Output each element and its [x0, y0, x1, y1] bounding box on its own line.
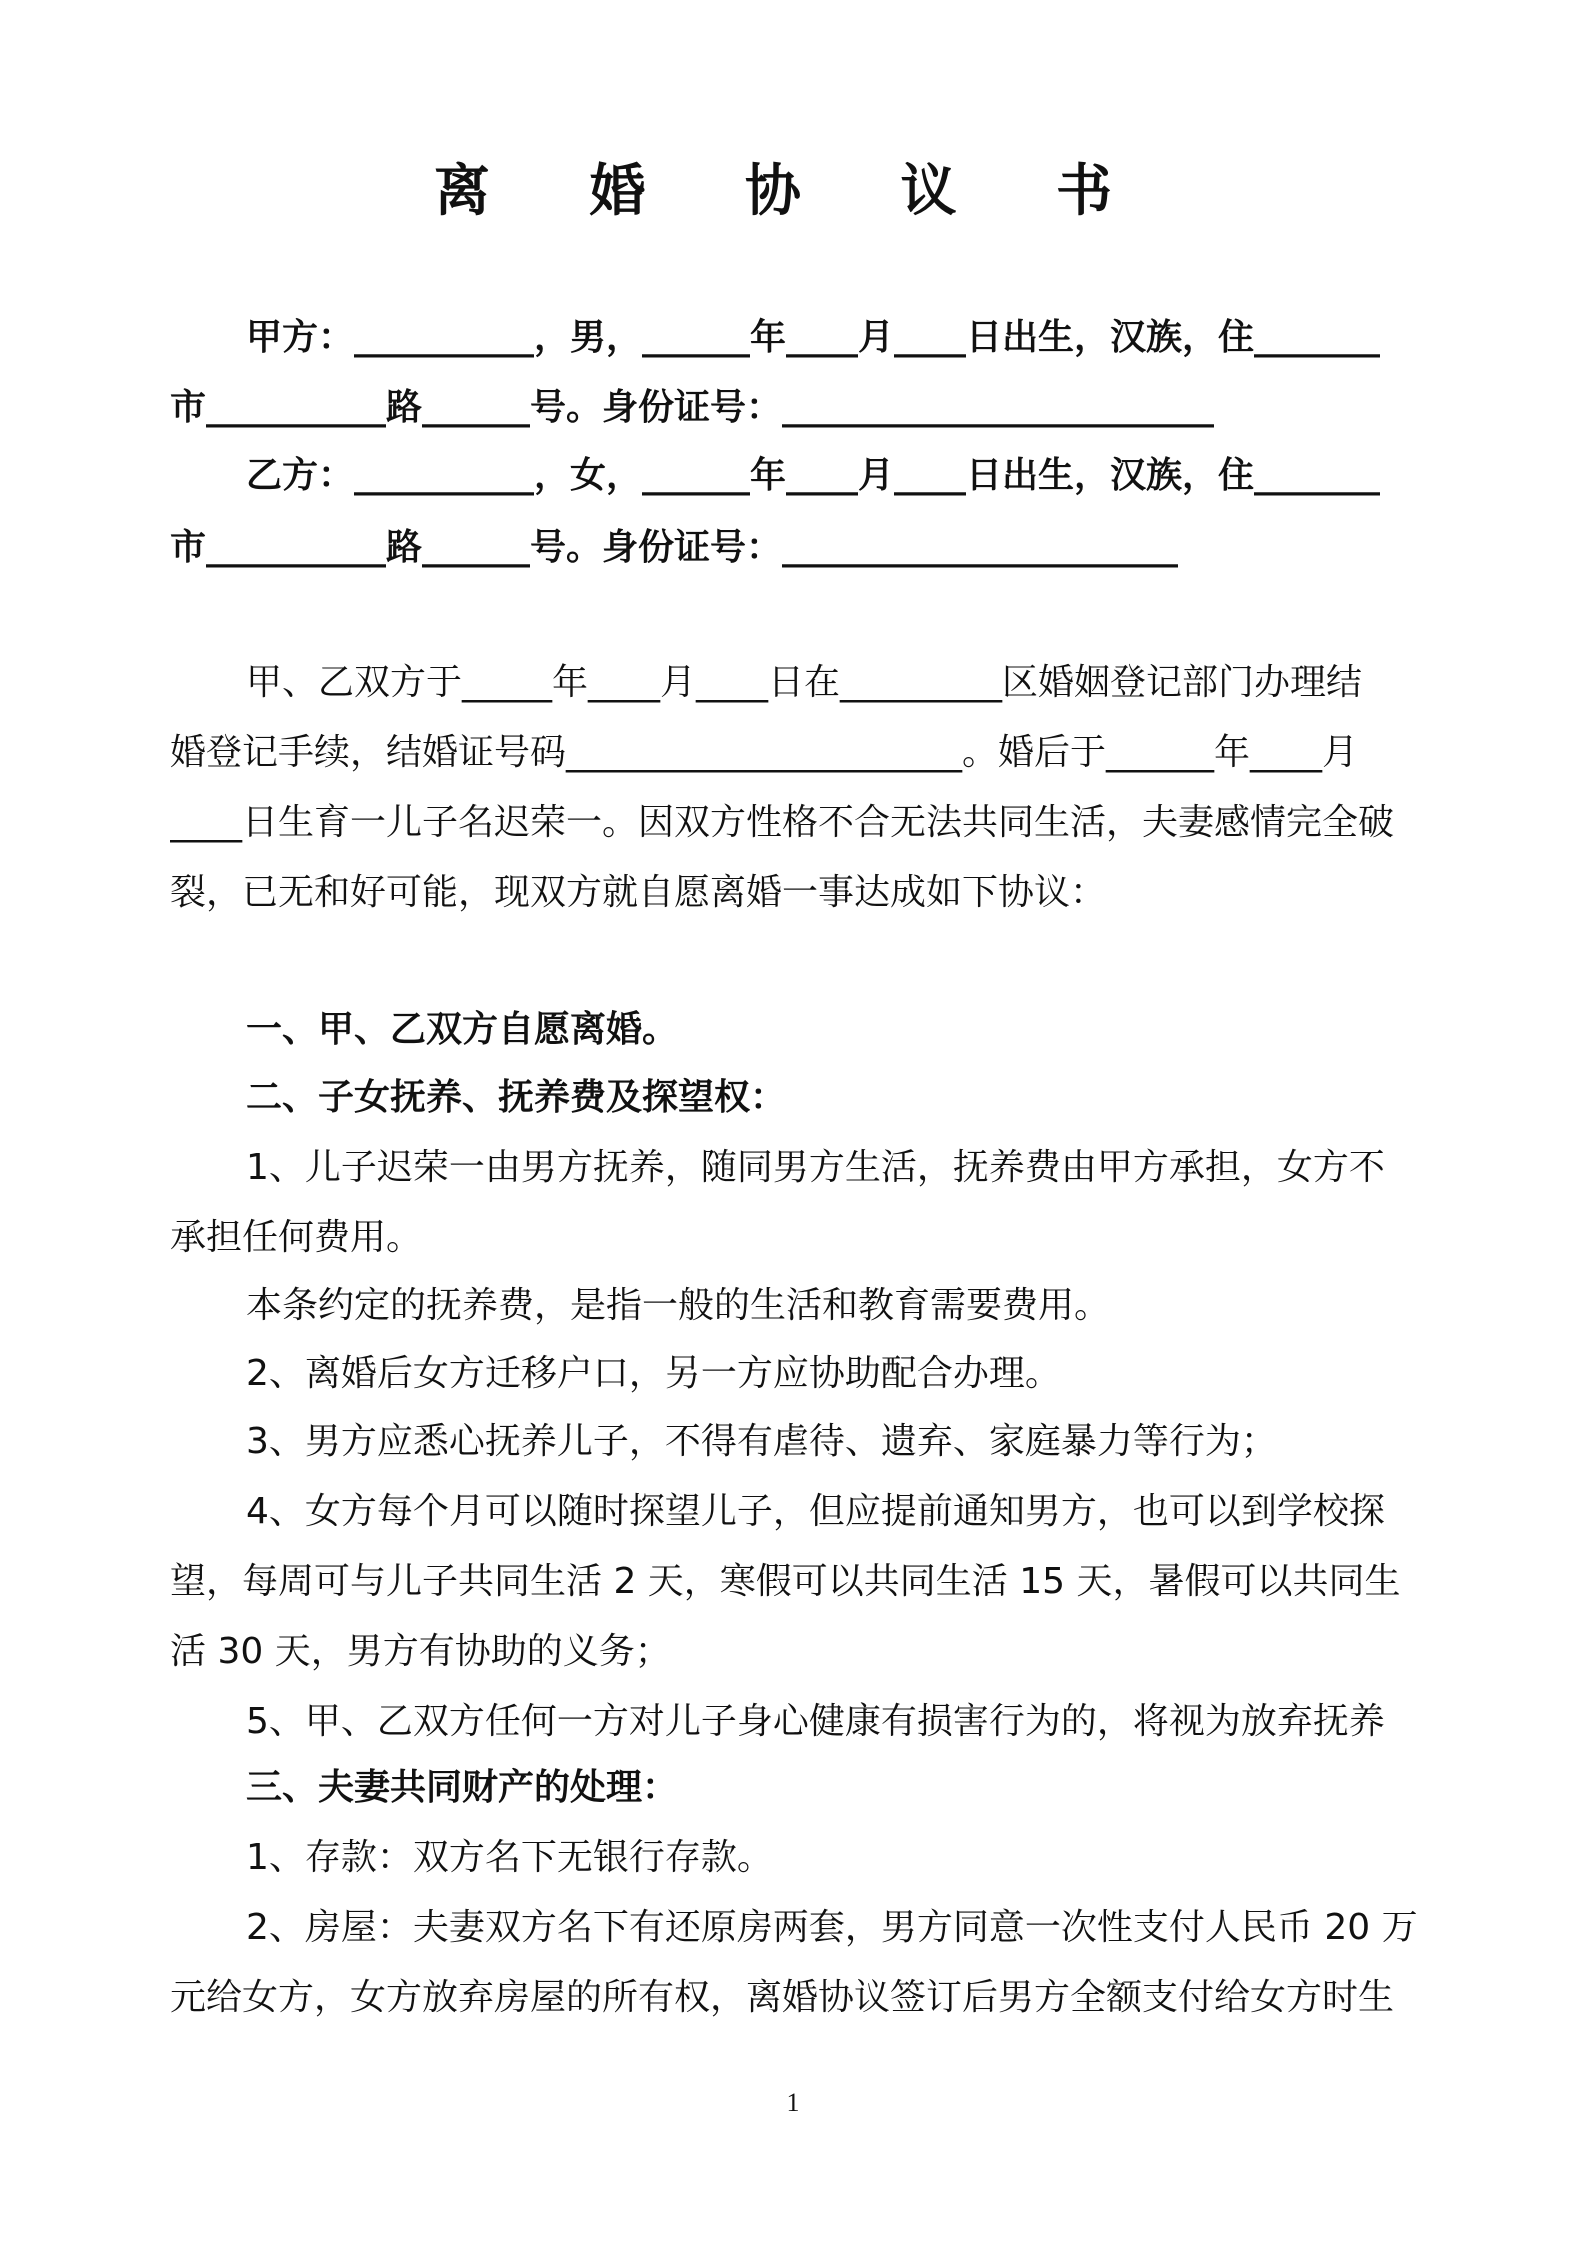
intro-paragraph-line-2: 婚登记手续，结婚证号码______________________。婚后于______年____月 [170, 732, 1359, 773]
intro-paragraph-line-3: ____日生育一儿子名迟荣一。因双方性格不合无法共同生活，夫妻感情完全破 [170, 802, 1395, 843]
party-b-line-1: 乙方：__________，女，______年____月____日出生，汉族，住_______ [246, 455, 1381, 496]
section-2-note: 本条约定的抚养费，是指一般的生活和教育需要费用。 [246, 1285, 1111, 1326]
party-b-line-2: 市__________路______号。身份证号：______________________ [170, 527, 1179, 568]
section-2-item-4-line-2: 望，每周可与儿子共同生活 2 天，寒假可以共同生活 15 天，暑假可以共同生 [170, 1561, 1401, 1602]
section-1-heading: 一、甲、乙双方自愿离婚。 [246, 1009, 679, 1050]
section-2-item-3: 3、男方应悉心抚养儿子，不得有虐待、遗弃、家庭暴力等行为； [246, 1421, 1277, 1462]
section-2-item-4-line-1: 4、女方每个月可以随时探望儿子，但应提前通知男方，也可以到学校探 [246, 1491, 1385, 1532]
section-3-heading: 三、夫妻共同财产的处理： [246, 1767, 679, 1808]
section-2-item-1-line-2: 承担任何费用。 [170, 1217, 423, 1258]
party-a-line-2: 市__________路______号。身份证号：________________________ [170, 387, 1215, 428]
section-2-item-4-line-3: 活 30 天，男方有协助的义务； [170, 1631, 671, 1672]
document-title: 离 婚 协 议 书 [434, 159, 1152, 224]
section-2-item-2: 2、离婚后女方迁移户口，另一方应协助配合办理。 [246, 1353, 1061, 1394]
section-2-item-5: 5、甲、乙双方任何一方对儿子身心健康有损害行为的，将视为放弃抚养 [246, 1701, 1385, 1742]
intro-paragraph-line-1: 甲、乙双方于_____年____月____日在_________区婚姻登记部门办理结 [246, 662, 1363, 703]
section-2-heading: 二、子女抚养、抚养费及探望权： [246, 1077, 787, 1118]
section-3-item-2-line-2: 元给女方，女方放弃房屋的所有权，离婚协议签订后男方全额支付给女方时生 [170, 1977, 1395, 2018]
party-a-line-1: 甲方：__________，男，______年____月____日出生，汉族，住_______ [246, 317, 1381, 358]
section-2-item-1-line-1: 1、儿子迟荣一由男方抚养，随同男方生活，抚养费由甲方承担，女方不 [246, 1147, 1385, 1188]
page-number: 1 [786, 2088, 800, 2117]
intro-paragraph-line-4: 裂，已无和好可能，现双方就自愿离婚一事达成如下协议： [170, 872, 1107, 913]
section-3-item-1: 1、存款：双方名下无银行存款。 [246, 1837, 773, 1878]
section-3-item-2-line-1: 2、房屋：夫妻双方名下有还原房两套，男方同意一次性支付人民币 20 万 [246, 1907, 1418, 1948]
